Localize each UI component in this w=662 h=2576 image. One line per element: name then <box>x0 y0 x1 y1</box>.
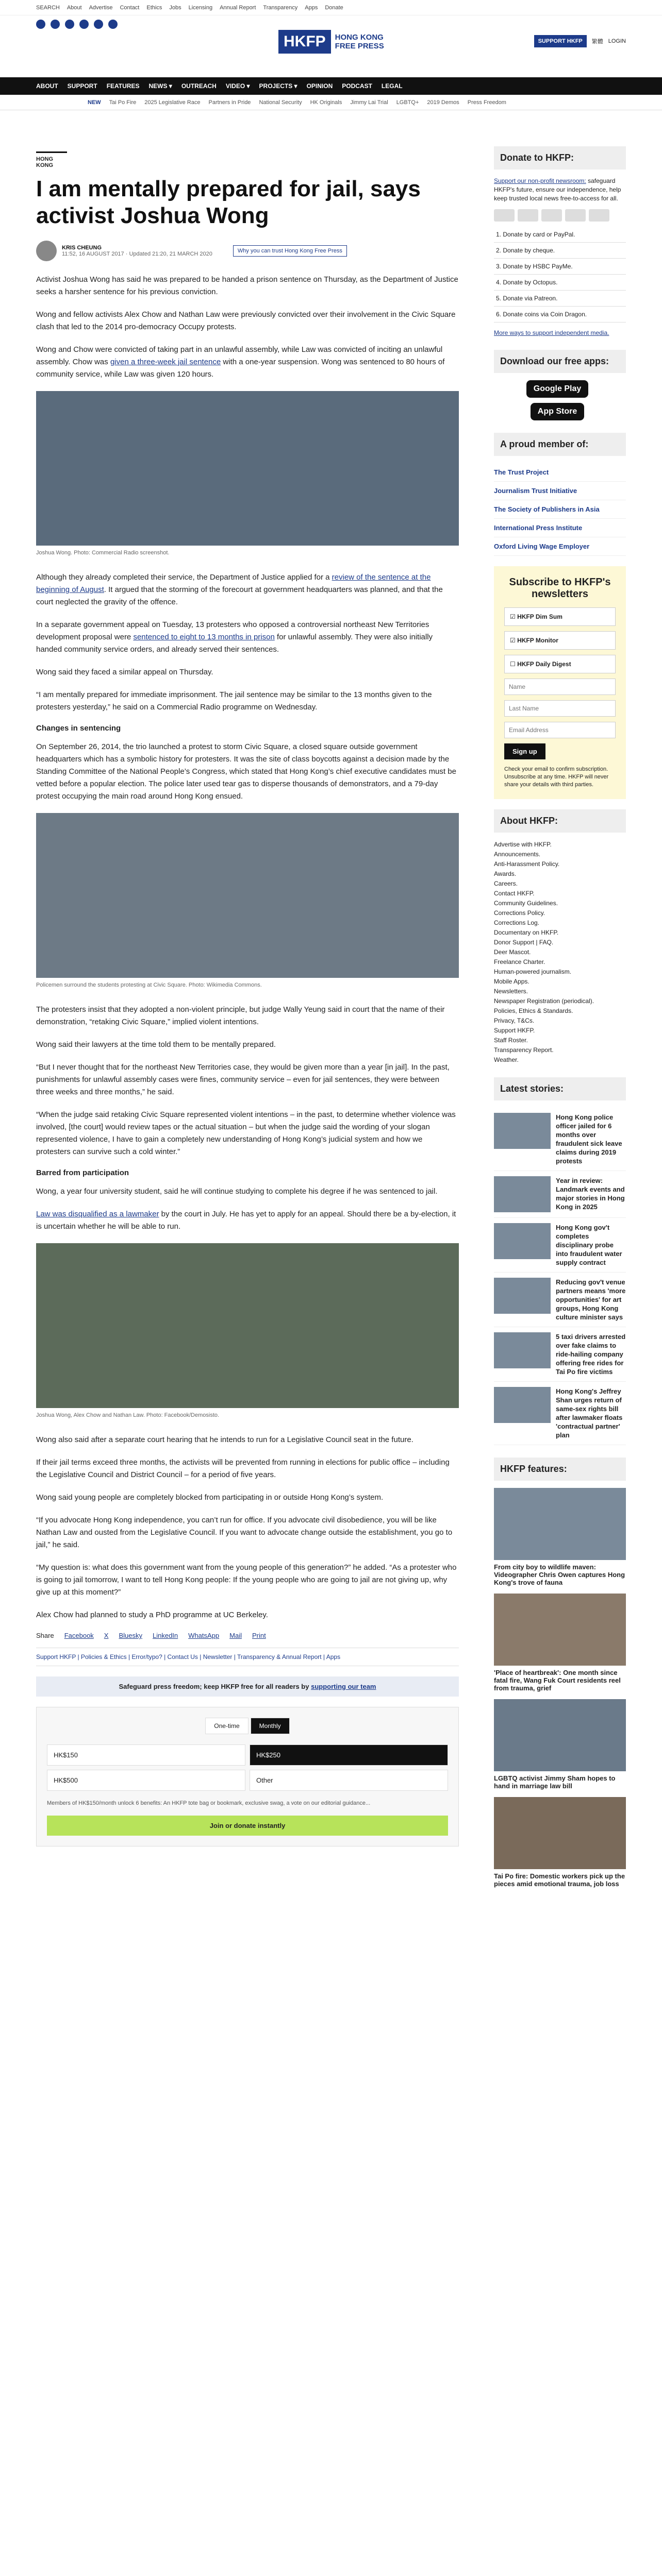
amount-option[interactable]: HK$500 <box>47 1770 245 1791</box>
ticker-item[interactable]: Partners in Pride <box>208 99 251 106</box>
photo-caption: Policemen surround the students protesting at Civic Square. Photo: Wikimedia Commons. <box>36 982 262 988</box>
donate-method[interactable]: 2. Donate by cheque. <box>494 243 626 259</box>
nonprofit-link[interactable]: Support our non-profit newsroom: <box>494 177 586 184</box>
member-logo[interactable]: The Society of Publishers in Asia <box>494 500 626 519</box>
x-icon[interactable] <box>51 20 60 29</box>
ticker-item[interactable]: 2025 Legislative Race <box>144 99 201 106</box>
ticker-item[interactable]: HK Originals <box>310 99 342 106</box>
about-link[interactable]: Contact HKFP. <box>494 890 535 897</box>
about-link[interactable]: Donor Support | FAQ. <box>494 939 554 946</box>
byline-text: KRIS CHEUNG 11:52, 16 AUGUST 2017 · Updated 21:20, 21 MARCH 2020 <box>62 245 212 257</box>
apps-link[interactable]: Apps <box>305 4 318 11</box>
about-link[interactable]: Transparency Report. <box>494 1046 554 1054</box>
paragraph: Wong said young people are completely blocked from participating in or outside Hong Kong’s system. <box>36 1493 384 1502</box>
ticker-item[interactable]: Press Freedom <box>467 99 506 106</box>
nav-podcast[interactable]: PODCAST <box>342 82 372 90</box>
story-card[interactable]: Reducing gov't venue partners means 'more opportunities' for art groups, Hong Kong culture minister says <box>494 1273 626 1327</box>
about-links <box>494 840 626 1065</box>
about-link[interactable]: Anti-Harassment Policy. <box>494 860 560 868</box>
newsletter-option[interactable]: ☑ HKFP Monitor <box>504 631 616 650</box>
about-link[interactable]: Weather. <box>494 1056 519 1063</box>
topic-ticker <box>0 95 662 110</box>
jobs-link[interactable]: Jobs <box>169 4 181 11</box>
amount-option[interactable]: HK$250 <box>250 1744 448 1766</box>
more-ways-link[interactable]: More ways to support independent media. <box>494 329 609 336</box>
paragraph: Wong and Chow were convicted of taking part in an unlawful assembly, while Law was convicted of inciting an unlawful assembly. Chow was given a three-week jail sentence with a one-year suspension. Wong was sentenced to 80 hours of community service, while Law was given 120 hours. <box>36 345 445 379</box>
about-link[interactable]: Freelance Charter. <box>494 958 545 965</box>
paragraph: Activist Joshua Wong has said he was prepared to be handed a prison sentence on Thursday, as the Department of Justice seeks a harsher sentence for his previous conviction. <box>36 275 458 296</box>
support-team-link[interactable]: supporting our team <box>311 1683 376 1690</box>
share-print[interactable]: Print <box>252 1632 266 1639</box>
safeguard-banner: Safeguard press freedom; keep HKFP free for all readers by supporting our team <box>36 1676 459 1697</box>
linkedin-icon[interactable] <box>94 20 103 29</box>
social-links <box>36 20 118 29</box>
story-card[interactable]: Hong Kong police officer jailed for 6 months over fraudulent sick leave claims during 2019 protests <box>494 1108 626 1171</box>
header-actions <box>534 35 626 47</box>
article-title: I am mentally prepared for jail, says activist Joshua Wong <box>36 176 421 228</box>
newsletter-note: Check your email to confirm subscription. Unsubscribe at any time. HKFP will never share your details with third parties. <box>504 766 609 788</box>
share-whatsapp[interactable]: WhatsApp <box>188 1632 220 1639</box>
language-link[interactable]: 繁體 <box>591 39 603 45</box>
feature-card[interactable]: Tai Po fire: Domestic workers pick up the pieces amid emotional trauma, job loss <box>494 1797 626 1888</box>
about-link[interactable]: Corrections Policy. <box>494 909 545 917</box>
share-linkedin[interactable]: LinkedIn <box>153 1632 178 1639</box>
donate-benefits: Members of HK$150/month unlock 6 benefits: An HKFP tote bag or bookmark, exclusive swag, a vote on our editorial guidance... <box>47 1800 371 1806</box>
about-link[interactable]: Newsletters. <box>494 988 528 995</box>
about-link[interactable]: Newspaper Registration (periodical). <box>494 997 594 1005</box>
about-link[interactable]: Policies, Ethics & Standards. <box>494 1007 573 1014</box>
mastercard-icon <box>494 209 515 222</box>
share-x[interactable]: X <box>104 1632 109 1639</box>
latest-heading: Latest stories: <box>494 1077 626 1100</box>
features-heading: HKFP features: <box>494 1458 626 1481</box>
feature-image <box>494 1699 626 1771</box>
paragraph: On September 26, 2014, the trio launched a protest to storm Civic Square, a closed square outside government headquarters which has a symbolic history for protesters. It was the site of class boycotts against a decision made by the Standing Committee of the National People’s Congress, which stated that Hong Kong’s chief executive candidates must be vetted before a popular election. The police later used tear gas to disperse thousands of demonstrators, and a 79-day protest occupying the main road around Hong Kong ensued. <box>36 742 456 801</box>
site-header <box>0 15 662 77</box>
about-link[interactable]: About <box>67 4 82 11</box>
story-thumbnail <box>494 1223 551 1259</box>
article <box>36 146 459 1846</box>
publish-date: 11:52, 16 AUGUST 2017 <box>62 251 124 257</box>
licensing-link[interactable]: Licensing <box>188 4 213 11</box>
nav-opinion[interactable]: OPINION <box>306 82 333 90</box>
story-card[interactable]: Hong Kong's Jeffrey Shan urges return of same-sex rights bill after lawmaker floats 'contractual partner' plan <box>494 1382 626 1445</box>
ticker-label: NEW <box>88 99 101 106</box>
feature-card[interactable]: LGBTQ activist Jimmy Sham hopes to hand in marriage law bill <box>494 1699 626 1790</box>
about-link[interactable]: Privacy, T&Cs. <box>494 1017 535 1024</box>
ticker-item[interactable]: 2019 Demos <box>427 99 459 106</box>
donate-tabs <box>47 1718 448 1734</box>
nav-projects[interactable]: PROJECTS ▾ <box>259 82 297 90</box>
last-name-field[interactable] <box>504 700 616 717</box>
story-thumbnail <box>494 1278 551 1314</box>
google-play-button[interactable]: Google Play <box>526 380 588 398</box>
section-heading: Barred from participation <box>36 1168 129 1177</box>
join-donate-button[interactable]: Join or donate instantly <box>47 1816 448 1836</box>
story-thumbnail <box>494 1332 551 1368</box>
sidebar <box>494 146 626 1888</box>
byline <box>36 241 459 261</box>
nav-outreach[interactable]: OUTREACH <box>181 82 217 90</box>
paragraph: The protesters insist that they adopted a non-violent principle, but judge Wally Yeung said in court that the name of their demonstration, “retaking Civic Square,” implied violent intentions. <box>36 1005 445 1026</box>
photo-caption: Joshua Wong. Photo: Commercial Radio screenshot. <box>36 550 170 556</box>
donate-heading: Donate to HKFP: <box>494 146 626 170</box>
search-link[interactable]: SEARCH <box>36 4 60 11</box>
about-link[interactable]: Mobile Apps. <box>494 978 529 985</box>
payment-logos <box>494 209 626 222</box>
apps-heading: Download our free apps: <box>494 350 626 373</box>
paragraph: Although they already completed their service, the Department of Justice applied for a review of the sentence at the beginning of August. It argued that the storming of the forecourt at government headquarters was planned, and that the court neglected the gravity of the offence. <box>36 573 443 606</box>
logo-text <box>335 33 384 50</box>
member-heading: A proud member of: <box>494 433 626 456</box>
article-category[interactable]: HONG KONG <box>36 151 67 168</box>
inline-link[interactable]: given a three-week jail sentence <box>110 358 221 366</box>
ticker-item[interactable]: Jimmy Lai Trial <box>350 99 388 106</box>
donate-method[interactable]: 5. Donate via Patreon. <box>494 291 626 307</box>
ethics-link[interactable]: Ethics <box>146 4 162 11</box>
article-photo <box>36 391 459 546</box>
paragraph: Wong and fellow activists Alex Chow and Nathan Law were previously convicted over their involvement in the Civic Square clash that led to the 2014 pro-democracy Occupy protests. <box>36 310 456 331</box>
about-link[interactable]: Advertise with HKFP. <box>494 841 552 848</box>
contact-link[interactable]: Contact <box>120 4 140 11</box>
instagram-icon[interactable] <box>65 20 74 29</box>
story-thumbnail <box>494 1176 551 1212</box>
story-thumbnail <box>494 1113 551 1149</box>
share-facebook[interactable]: Facebook <box>64 1632 94 1639</box>
paragraph: Wong said their lawyers at the time told them to be mentally prepared. <box>36 1040 276 1049</box>
jcb-icon <box>589 209 609 222</box>
story-card[interactable]: 5 taxi drivers arrested over fake claims to ride-hailing company offering free rides for Tai Po fire victims <box>494 1327 626 1382</box>
hkfp-logo[interactable] <box>278 30 384 54</box>
inline-link[interactable]: review of the sentence at the beginning of August <box>36 573 431 594</box>
email-field[interactable] <box>504 722 616 738</box>
donate-widget <box>36 1707 459 1846</box>
visa-icon <box>518 209 538 222</box>
feature-image <box>494 1797 626 1869</box>
donate-amounts <box>47 1744 448 1791</box>
paragraph: “When the judge said retaking Civic Square represented violent intentions – in the past, to determine whether violence was involved, [the court] would review tapes or the actual situation – but when the judge said the wording of your slogan represented violence, I have to gain a completely new understanding of Hong Kong’s judicial system and how we protesters can survive such a cold winter.” <box>36 1110 456 1156</box>
author-avatar <box>36 241 57 261</box>
about-link[interactable]: Community Guidelines. <box>494 900 558 907</box>
about-heading: About HKFP: <box>494 809 626 833</box>
support-links[interactable]: Support HKFP | Policies & Ethics | Error/typo? | Contact Us | Newsletter | Transparency & Annual Report | Apps <box>36 1648 459 1666</box>
member-logos <box>494 463 626 556</box>
newsletter-option[interactable]: ☑ HKFP Dim Sum <box>504 607 616 626</box>
donate-method[interactable]: 1. Donate by card or PayPal. <box>494 227 626 243</box>
donate-link[interactable]: Donate <box>325 4 343 11</box>
inline-link[interactable]: sentenced to eight to 13 months in prison <box>133 633 275 641</box>
paragraph: If their jail terms exceed three months, the activists will be prevented from running in elections for public office – including the Legislative Council and District Council – for a period of five years. <box>36 1458 450 1479</box>
nav-features[interactable]: FEATURES <box>106 82 140 90</box>
donate-method[interactable]: 6. Donate coins via Coin Dragon. <box>494 307 626 323</box>
about-link[interactable]: Staff Roster. <box>494 1037 528 1044</box>
about-link[interactable]: Human-powered journalism. <box>494 968 572 975</box>
app-store-buttons <box>494 380 626 420</box>
paragraph: Wong, a year four university student, said he will continue studying to complete his degree if he was sentenced to jail. <box>36 1187 438 1196</box>
name-field[interactable] <box>504 679 616 695</box>
about-link[interactable]: Corrections Log. <box>494 919 540 926</box>
article-photo <box>36 813 459 978</box>
story-card[interactable]: Hong Kong gov't completes disciplinary probe into fraudulent water supply contract <box>494 1218 626 1273</box>
annual-report-link[interactable]: Annual Report <box>220 4 256 11</box>
about-link[interactable]: Awards. <box>494 870 517 877</box>
nav-legal[interactable]: LEGAL <box>381 82 403 90</box>
inline-link[interactable]: Law was disqualified as a lawmaker <box>36 1210 159 1218</box>
advertise-link[interactable]: Advertise <box>89 4 113 11</box>
amount-option[interactable]: Other <box>250 1770 448 1791</box>
nav-video[interactable]: VIDEO ▾ <box>225 82 250 90</box>
tab-monthly[interactable]: Monthly <box>251 1718 290 1734</box>
threads-icon[interactable] <box>108 20 118 29</box>
donate-intro: Support our non-profit newsroom: safeguard HKFP's future, ensure our independence, help keep trusted local news free-to-access for all. <box>494 177 621 202</box>
author-name[interactable]: KRIS CHEUNG <box>62 245 102 251</box>
paragraph: Wong said they faced a similar appeal on Thursday. <box>36 668 213 676</box>
paragraph: “But I never thought that for the northeast New Territories case, they would be given more than a year [in jail]. In the past, punishments for unlawful assembly cases were fines, community service – even for jail sentences, they were between three weeks and three months,” he said. <box>36 1063 450 1096</box>
share-mail[interactable]: Mail <box>229 1632 242 1639</box>
updated-date: Updated 21:20, 21 MARCH 2020 <box>129 251 212 257</box>
member-logo[interactable]: Oxford Living Wage Employer <box>494 537 626 556</box>
donate-methods <box>494 227 626 323</box>
about-link[interactable]: Support HKFP. <box>494 1027 535 1034</box>
donate-method[interactable]: 4. Donate by Octopus. <box>494 275 626 291</box>
signup-button[interactable]: Sign up <box>504 743 545 759</box>
feature-image <box>494 1594 626 1666</box>
why-trust-link[interactable]: Why you can trust Hong Kong Free Press <box>233 245 347 257</box>
top-bar <box>0 0 662 15</box>
newsletter-heading: Subscribe to HKFP's newsletters <box>509 577 611 600</box>
nav-support[interactable]: SUPPORT <box>67 82 97 90</box>
youtube-icon[interactable] <box>79 20 89 29</box>
ticker-item[interactable]: Tai Po Fire <box>109 99 137 106</box>
member-logo[interactable]: Journalism Trust Initiative <box>494 482 626 500</box>
share-bluesky[interactable]: Bluesky <box>119 1632 142 1639</box>
ticker-item[interactable]: National Security <box>259 99 302 106</box>
logo-line-1: HONG KONG <box>335 33 384 42</box>
article-photo <box>36 1243 459 1408</box>
ticker-item[interactable]: LGBTQ+ <box>396 99 419 106</box>
share-bar <box>36 1632 459 1639</box>
paragraph: “My question is: what does this government want from the young people of this generation?” he added. “As a protester who is going to jail tomorrow, I want to tell Hong Kong people: If the young people who are going to jail are not giving up, why give up at this moment?” <box>36 1563 457 1597</box>
story-thumbnail <box>494 1387 551 1423</box>
nav-news[interactable]: NEWS ▾ <box>148 82 172 90</box>
feature-image <box>494 1488 626 1560</box>
about-link[interactable]: Documentary on HKFP. <box>494 929 559 936</box>
tab-one-time[interactable]: One-time <box>205 1718 248 1734</box>
photo-caption: Joshua Wong, Alex Chow and Nathan Law. Photo: Facebook/Demosisto. <box>36 1412 220 1418</box>
amex-icon <box>541 209 562 222</box>
main-nav <box>0 77 662 95</box>
paypal-icon <box>565 209 586 222</box>
feature-card[interactable]: 'Place of heartbreak': One month since fatal fire, Wang Fuk Court residents reel from trauma, grief <box>494 1594 626 1692</box>
paragraph: In a separate government appeal on Tuesday, 13 protesters who opposed a controversial northeast New Territories development proposal were sentenced to eight to 13 months in prison for unlawful assembly. They were also initially handed community service orders, and already served their sentences. <box>36 620 433 654</box>
paragraph: Wong also said after a separate court hearing that he intends to run for a Legislative Council seat in the future. <box>36 1435 413 1444</box>
newsletter-option[interactable]: ☐ HKFP Daily Digest <box>504 655 616 673</box>
about-link[interactable]: Deer Mascot. <box>494 948 531 956</box>
about-link[interactable]: Announcements. <box>494 851 541 858</box>
support-button[interactable]: SUPPORT HKFP <box>534 35 587 47</box>
feature-card[interactable]: From city boy to wildlife maven: Videographer Chris Owen captures Hong Kong's trove of fauna <box>494 1488 626 1586</box>
donate-method[interactable]: 3. Donate by HSBC PayMe. <box>494 259 626 275</box>
logo-mark: HKFP <box>278 30 331 54</box>
about-link[interactable]: Careers. <box>494 880 518 887</box>
login-link[interactable]: LOGIN <box>608 38 626 44</box>
facebook-icon[interactable] <box>36 20 45 29</box>
amount-option[interactable]: HK$150 <box>47 1744 245 1766</box>
member-logo[interactable]: The Trust Project <box>494 463 626 482</box>
paragraph: Alex Chow had planned to study a PhD programme at UC Berkeley. <box>36 1611 268 1619</box>
logo-line-2: FREE PRESS <box>335 42 384 50</box>
latest-stories <box>494 1108 626 1445</box>
newsletter-box <box>494 566 626 799</box>
nav-about[interactable]: ABOUT <box>36 82 58 90</box>
member-logo[interactable]: International Press Institute <box>494 519 626 537</box>
paragraph: “I am mentally prepared for immediate imprisonment. The jail sentence may be similar to the 13 months given to the protesters yesterday,” he said on a Commercial Radio programme on Wednesday. <box>36 690 432 711</box>
paragraph: Law was disqualified as a lawmaker by the court in July. He has yet to apply for an appeal. Should there be a by-election, it is uncertain whether he will be able to run. <box>36 1210 456 1231</box>
app-store-button[interactable]: App Store <box>531 403 584 420</box>
share-label: Share <box>36 1632 54 1639</box>
story-card[interactable]: Year in review: Landmark events and major stories in Hong Kong in 2025 <box>494 1171 626 1218</box>
paragraph: “If you advocate Hong Kong independence, you can’t run for office. If you advocate civil disobedience, you will be like Nathan Law and ousted from the Legislative Council. If you want to advocate change outside the establishment, you go to jail,” he said. <box>36 1516 453 1549</box>
feature-stories <box>494 1488 626 1888</box>
section-heading: Changes in sentencing <box>36 724 121 733</box>
transparency-link[interactable]: Transparency <box>263 4 298 11</box>
